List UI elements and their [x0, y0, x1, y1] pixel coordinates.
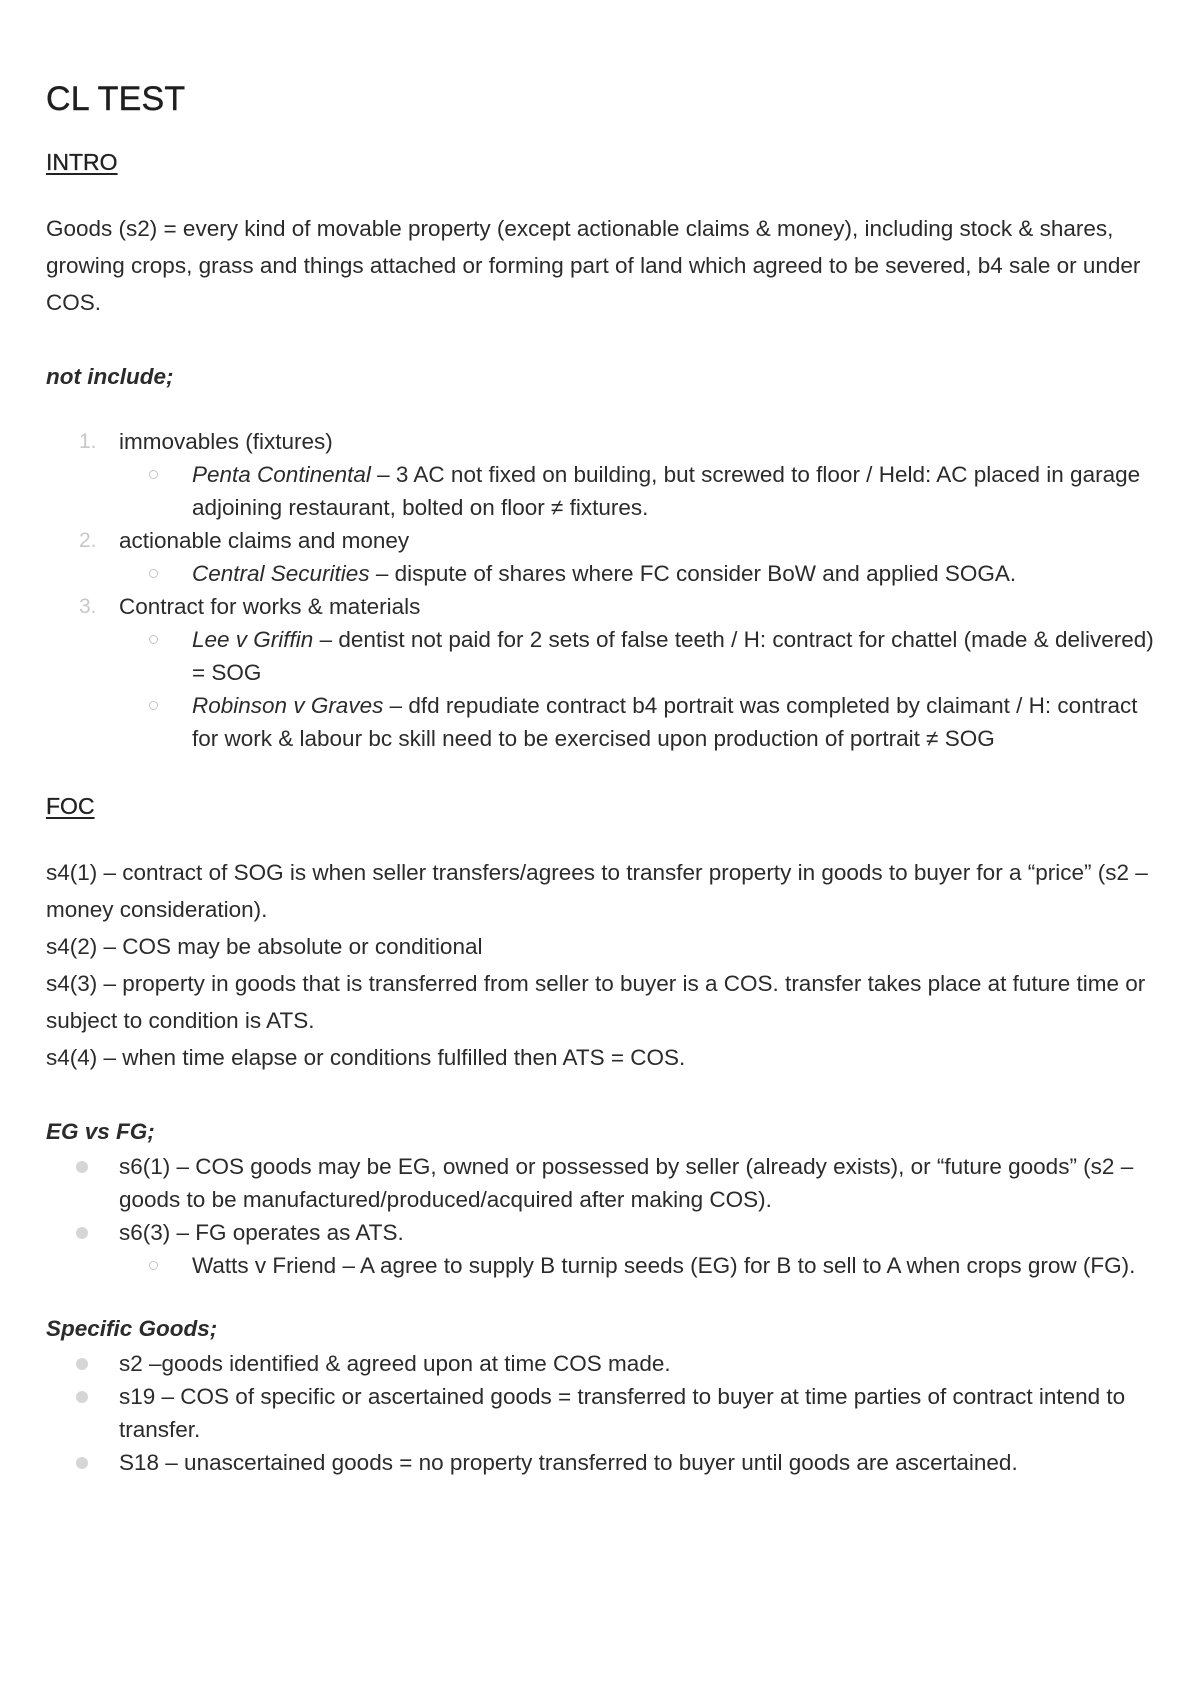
list-item-text: immovables (fixtures) — [119, 429, 333, 454]
list-number: 2. — [79, 529, 97, 552]
eg-fg-subheading: EG vs FG; — [46, 1119, 155, 1144]
case-name: Penta Continental — [192, 462, 371, 487]
case-name: Central Securities — [192, 561, 370, 586]
case-item — [119, 458, 1156, 524]
list-item-text: s6(1) – COS goods may be EG, owned or possessed by seller (already exists), or “future goods” (s2 – goods to be manufactured/produced/acquired after making COS). — [119, 1154, 1134, 1212]
case-text: – dentist not paid for 2 sets of false teeth / H: contract for chattel (made & delivered) = SOG — [192, 627, 1154, 685]
foc-line: s4(2) – COS may be absolute or conditional — [46, 934, 483, 959]
list-item — [46, 590, 1156, 755]
list-item — [46, 1380, 1156, 1446]
case-list — [119, 557, 1156, 590]
eg-fg-list — [46, 1150, 1156, 1282]
specific-goods-subheading: Specific Goods; — [46, 1316, 218, 1341]
case-name: Lee v Griffin — [192, 627, 314, 652]
exclusions-list — [46, 425, 1156, 755]
goods-definition-paragraph: Goods (s2) = every kind of movable property (except actionable claims & money), including stock & shares, growing crops, grass and things attached or forming part of land which agreed to be severed, b4 sale or under COS. — [46, 216, 1141, 315]
exclusions-subheading: not include; — [46, 364, 174, 389]
case-item — [119, 623, 1156, 689]
hollow-bullet-icon — [149, 569, 158, 578]
case-name: Robinson v Graves — [192, 693, 384, 718]
document-page — [46, 80, 1156, 1479]
case-item — [119, 1249, 1156, 1282]
case-list — [119, 1249, 1156, 1282]
list-item — [46, 524, 1156, 590]
list-number: 3. — [79, 595, 97, 618]
list-item-text: S18 – unascertained goods = no property transferred to buyer until goods are ascertained. — [119, 1450, 1018, 1475]
case-list — [119, 623, 1156, 755]
list-item — [46, 1347, 1156, 1380]
list-item — [46, 1150, 1156, 1216]
list-item-text: s6(3) – FG operates as ATS. — [119, 1220, 404, 1245]
bullet-icon — [76, 1227, 88, 1239]
specific-goods-list — [46, 1347, 1156, 1479]
hollow-bullet-icon — [149, 635, 158, 644]
case-text: Watts v Friend – A agree to supply B turnip seeds (EG) for B to sell to A when crops grow (FG). — [192, 1253, 1136, 1278]
list-item-text: Contract for works & materials — [119, 594, 421, 619]
hollow-bullet-icon — [149, 470, 158, 479]
case-item — [119, 557, 1156, 590]
foc-line: s4(1) – contract of SOG is when seller transfers/agrees to transfer property in goods to buyer for a “price” (s2 – money consideration). — [46, 860, 1148, 922]
bullet-icon — [76, 1358, 88, 1370]
list-item — [46, 425, 1156, 524]
foc-line: s4(4) – when time elapse or conditions fulfilled then ATS = COS. — [46, 1045, 686, 1070]
document-title: CL TEST — [46, 80, 186, 118]
case-text: – 3 AC not fixed on building, but screwed to floor / Held: AC placed in garage adjoining restaurant, bolted on floor ≠ fixtures. — [192, 462, 1141, 520]
list-item-text: actionable claims and money — [119, 528, 410, 553]
list-item — [46, 1446, 1156, 1479]
bullet-icon — [76, 1161, 88, 1173]
case-text: – dispute of shares where FC consider BoW and applied SOGA. — [369, 561, 1017, 586]
hollow-bullet-icon — [149, 1261, 158, 1270]
list-number: 1. — [79, 430, 97, 453]
bullet-icon — [76, 1391, 88, 1403]
section-heading-intro: INTRO — [46, 149, 118, 175]
list-item-text: s2 –goods identified & agreed upon at time COS made. — [119, 1351, 671, 1376]
list-item — [46, 1216, 1156, 1282]
case-text: – dfd repudiate contract b4 portrait was completed by claimant / H: contract for work & labour bc skill need to be exercised upon production of portrait ≠ SOG — [192, 693, 1138, 751]
section-heading-foc: FOC — [46, 793, 95, 819]
case-item — [119, 689, 1156, 755]
list-item-text: s19 – COS of specific or ascertained goods = transferred to buyer at time parties of contract intend to transfer. — [119, 1384, 1126, 1442]
foc-line: s4(3) – property in goods that is transferred from seller to buyer is a COS. transfer takes place at future time or subject to condition is ATS. — [46, 971, 1146, 1033]
case-list — [119, 458, 1156, 524]
hollow-bullet-icon — [149, 701, 158, 710]
bullet-icon — [76, 1457, 88, 1469]
